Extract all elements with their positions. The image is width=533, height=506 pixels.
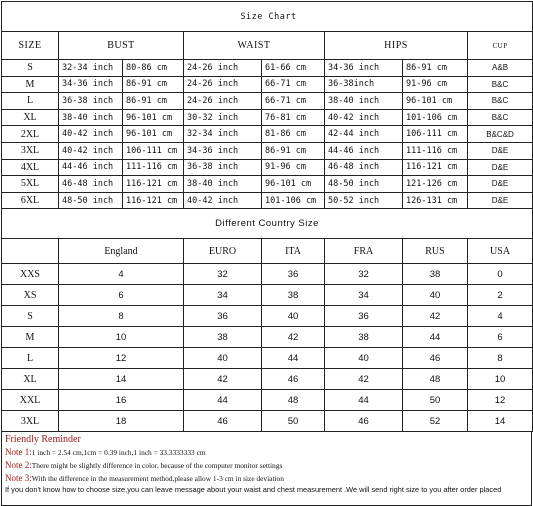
- size-cell-size: 6XL: [2, 192, 59, 209]
- country-size-cell: 50: [403, 390, 468, 411]
- size-cell-hips-in: 42-44 inch: [325, 126, 403, 143]
- note-label: Note 1:: [5, 447, 32, 458]
- country-size-cell: 46: [184, 411, 262, 432]
- size-cell-bust-in: 32-34 inch: [59, 60, 123, 77]
- size-chart-header-row: [2, 32, 533, 60]
- size-cell-hips-in: 44-46 inch: [325, 142, 403, 159]
- country-size-cell: 2: [468, 285, 533, 306]
- size-row: [2, 176, 533, 193]
- country-row-size: XXL: [2, 390, 59, 411]
- size-advice-text: If you don't know how to choose size,you can leave message about your waist and chest measurement .We will send right size to you after order placed: [5, 485, 502, 495]
- country-size-cell: 42: [262, 327, 325, 348]
- country-size-cell: 18: [59, 411, 184, 432]
- size-cell-size: XL: [2, 109, 59, 126]
- note-item: [5, 472, 531, 485]
- size-cell-cup: B&C: [468, 109, 533, 126]
- country-size-cell: 38: [262, 285, 325, 306]
- country-size-cell: 0: [468, 264, 533, 285]
- size-row: [2, 159, 533, 176]
- note-list: [5, 446, 531, 485]
- size-cell-size: 2XL: [2, 126, 59, 143]
- size-cell-bust-in: 38-40 inch: [59, 109, 123, 126]
- country-size-cell: 10: [59, 327, 184, 348]
- size-row: [2, 192, 533, 209]
- size-cell-hips-cm: 86-91 cm: [403, 60, 468, 77]
- size-cell-waist-cm: 61-66 cm: [262, 60, 325, 77]
- country-size-row: [2, 411, 533, 432]
- header-waist: WAIST: [184, 32, 325, 60]
- size-cell-bust-cm: 106-111 cm: [123, 142, 184, 159]
- size-cell-waist-in: 30-32 inch: [184, 109, 262, 126]
- size-cell-waist-cm: 76-81 cm: [262, 109, 325, 126]
- country-size-cell: 16: [59, 390, 184, 411]
- country-size-cell: 38: [403, 264, 468, 285]
- country-size-cell: 44: [184, 390, 262, 411]
- size-cell-cup: A&B: [468, 60, 533, 77]
- size-chart-table: [1, 1, 533, 209]
- size-cell-size: L: [2, 93, 59, 110]
- size-cell-hips-cm: 96-101 cm: [403, 93, 468, 110]
- size-cell-waist-in: 24-26 inch: [184, 60, 262, 77]
- country-size-cell: 40: [262, 306, 325, 327]
- country-size-cell: 50: [262, 411, 325, 432]
- country-size-row: [2, 264, 533, 285]
- country-row-size: S: [2, 306, 59, 327]
- size-row: [2, 93, 533, 110]
- size-cell-bust-in: 34-36 inch: [59, 76, 123, 93]
- size-cell-waist-cm: 66-71 cm: [262, 93, 325, 110]
- size-cell-hips-cm: 116-121 cm: [403, 159, 468, 176]
- size-cell-waist-in: 38-40 inch: [184, 176, 262, 193]
- country-size-table: [1, 209, 533, 432]
- size-cell-bust-cm: 86-91 cm: [123, 93, 184, 110]
- country-row-size: XL: [2, 369, 59, 390]
- size-cell-cup: D&E: [468, 192, 533, 209]
- size-cell-size: 3XL: [2, 142, 59, 159]
- size-cell-cup: D&E: [468, 142, 533, 159]
- size-cell-hips-in: 40-42 inch: [325, 109, 403, 126]
- size-cell-bust-in: 40-42 inch: [59, 126, 123, 143]
- country-row-size: 3XL: [2, 411, 59, 432]
- header-cup: CUP: [468, 32, 533, 60]
- country-header-cell: [2, 239, 59, 264]
- country-size-cell: 40: [184, 348, 262, 369]
- header-size: SIZE: [2, 32, 59, 60]
- size-cell-waist-in: 24-26 inch: [184, 76, 262, 93]
- size-cell-waist-in: 34-36 inch: [184, 142, 262, 159]
- size-cell-waist-cm: 86-91 cm: [262, 142, 325, 159]
- country-size-row: [2, 306, 533, 327]
- note-text: There might be slightly difference in color, because of the computer monitor settings: [31, 461, 283, 471]
- country-size-cell: 40: [403, 285, 468, 306]
- country-size-cell: 4: [59, 264, 184, 285]
- size-cell-hips-in: 50-52 inch: [325, 192, 403, 209]
- country-size-row: [2, 369, 533, 390]
- size-cell-bust-cm: 86-91 cm: [123, 76, 184, 93]
- country-header-cell: FRA: [325, 239, 403, 264]
- country-size-cell: 36: [184, 306, 262, 327]
- friendly-reminder-heading: Friendly Reminder: [5, 434, 81, 446]
- size-row: [2, 126, 533, 143]
- country-header-cell: EURO: [184, 239, 262, 264]
- country-size-cell: 42: [325, 369, 403, 390]
- country-size-cell: 38: [184, 327, 262, 348]
- size-cell-hips-in: 48-50 inch: [325, 176, 403, 193]
- note-item: [5, 446, 531, 459]
- country-size-cell: 46: [262, 369, 325, 390]
- size-cell-waist-cm: 91-96 cm: [262, 159, 325, 176]
- country-size-cell: 14: [59, 369, 184, 390]
- country-header-cell: USA: [468, 239, 533, 264]
- country-row-size: XXS: [2, 264, 59, 285]
- size-cell-waist-in: 24-26 inch: [184, 93, 262, 110]
- size-cell-bust-cm: 80-86 cm: [123, 60, 184, 77]
- size-cell-bust-cm: 111-116 cm: [123, 159, 184, 176]
- country-size-cell: 32: [325, 264, 403, 285]
- size-cell-bust-cm: 96-101 cm: [123, 109, 184, 126]
- size-cell-hips-cm: 101-106 cm: [403, 109, 468, 126]
- size-chart-title: Size Chart: [2, 2, 533, 32]
- size-cell-bust-in: 40-42 inch: [59, 142, 123, 159]
- size-cell-bust-cm: 96-101 cm: [123, 126, 184, 143]
- country-header-cell: RUS: [403, 239, 468, 264]
- country-size-cell: 34: [325, 285, 403, 306]
- size-cell-bust-in: 44-46 inch: [59, 159, 123, 176]
- country-size-cell: 42: [403, 306, 468, 327]
- size-cell-waist-in: 36-38 inch: [184, 159, 262, 176]
- size-cell-waist-cm: 66-71 cm: [262, 76, 325, 93]
- country-header-cell: England: [59, 239, 184, 264]
- size-row: [2, 60, 533, 77]
- note-label: Note 3:: [5, 473, 32, 484]
- country-size-cell: 42: [184, 369, 262, 390]
- note-label: Note 2:: [5, 460, 32, 471]
- header-hips: HIPS: [325, 32, 468, 60]
- size-cell-hips-in: 34-36 inch: [325, 60, 403, 77]
- country-size-cell: 14: [468, 411, 533, 432]
- country-size-cell: 44: [325, 390, 403, 411]
- country-size-cell: 6: [59, 285, 184, 306]
- note-item: [5, 459, 531, 472]
- country-size-cell: 46: [403, 348, 468, 369]
- size-cell-waist-in: 32-34 inch: [184, 126, 262, 143]
- country-size-cell: 4: [468, 306, 533, 327]
- country-size-cell: 6: [468, 327, 533, 348]
- country-size-cell: 48: [262, 390, 325, 411]
- country-size-cell: 40: [325, 348, 403, 369]
- size-cell-waist-cm: 96-101 cm: [262, 176, 325, 193]
- country-size-title: Different Country Size: [2, 209, 533, 239]
- size-cell-bust-in: 36-38 inch: [59, 93, 123, 110]
- country-size-cell: 38: [325, 327, 403, 348]
- size-chart-page: [1, 1, 532, 495]
- country-size-cell: 44: [403, 327, 468, 348]
- country-size-cell: 12: [59, 348, 184, 369]
- size-row: [2, 109, 533, 126]
- country-size-row: [2, 327, 533, 348]
- country-size-cell: 44: [262, 348, 325, 369]
- country-header-cell: ITA: [262, 239, 325, 264]
- country-size-cell: 34: [184, 285, 262, 306]
- country-row-size: L: [2, 348, 59, 369]
- size-cell-cup: D&E: [468, 176, 533, 193]
- size-cell-bust-cm: 116-121 cm: [123, 192, 184, 209]
- country-size-cell: 10: [468, 369, 533, 390]
- country-size-cell: 52: [403, 411, 468, 432]
- size-cell-bust-in: 48-50 inch: [59, 192, 123, 209]
- country-size-cell: 8: [468, 348, 533, 369]
- country-size-cell: 12: [468, 390, 533, 411]
- country-size-header-row: [2, 239, 533, 264]
- size-cell-waist-cm: 81-86 cm: [262, 126, 325, 143]
- size-cell-hips-cm: 91-96 cm: [403, 76, 468, 93]
- country-size-cell: 36: [262, 264, 325, 285]
- size-cell-hips-cm: 126-131 cm: [403, 192, 468, 209]
- size-cell-size: S: [2, 60, 59, 77]
- size-cell-cup: D&E: [468, 159, 533, 176]
- size-cell-cup: B&C: [468, 76, 533, 93]
- size-cell-hips-cm: 106-111 cm: [403, 126, 468, 143]
- country-size-cell: 8: [59, 306, 184, 327]
- size-cell-cup: B&C&D: [468, 126, 533, 143]
- header-bust: BUST: [59, 32, 184, 60]
- country-size-cell: 46: [325, 411, 403, 432]
- country-size-cell: 36: [325, 306, 403, 327]
- country-size-row: [2, 285, 533, 306]
- size-cell-hips-in: 46-48 inch: [325, 159, 403, 176]
- note-text: With the difference in the measurement method,please allow 1-3 cm in size deviation: [31, 474, 284, 484]
- country-size-cell: 48: [403, 369, 468, 390]
- size-cell-cup: B&C: [468, 93, 533, 110]
- notes-section: [1, 432, 532, 506]
- size-cell-hips-in: 38-40 inch: [325, 93, 403, 110]
- country-row-size: M: [2, 327, 59, 348]
- size-cell-size: M: [2, 76, 59, 93]
- note-text: 1 inch = 2.54 cm,1cm = 0.39 inch,1 inch = 33.3333333 cm: [31, 448, 206, 458]
- size-cell-size: 4XL: [2, 159, 59, 176]
- size-cell-bust-cm: 116-121 cm: [123, 176, 184, 193]
- size-cell-hips-in: 36-38inch: [325, 76, 403, 93]
- size-cell-size: 5XL: [2, 176, 59, 193]
- size-cell-bust-in: 46-48 inch: [59, 176, 123, 193]
- size-cell-waist-cm: 101-106 cm: [262, 192, 325, 209]
- size-cell-hips-cm: 121-126 cm: [403, 176, 468, 193]
- country-size-row: [2, 348, 533, 369]
- size-row: [2, 142, 533, 159]
- size-row: [2, 76, 533, 93]
- country-size-cell: 32: [184, 264, 262, 285]
- country-size-row: [2, 390, 533, 411]
- size-cell-waist-in: 40-42 inch: [184, 192, 262, 209]
- country-row-size: XS: [2, 285, 59, 306]
- size-cell-hips-cm: 111-116 cm: [403, 142, 468, 159]
